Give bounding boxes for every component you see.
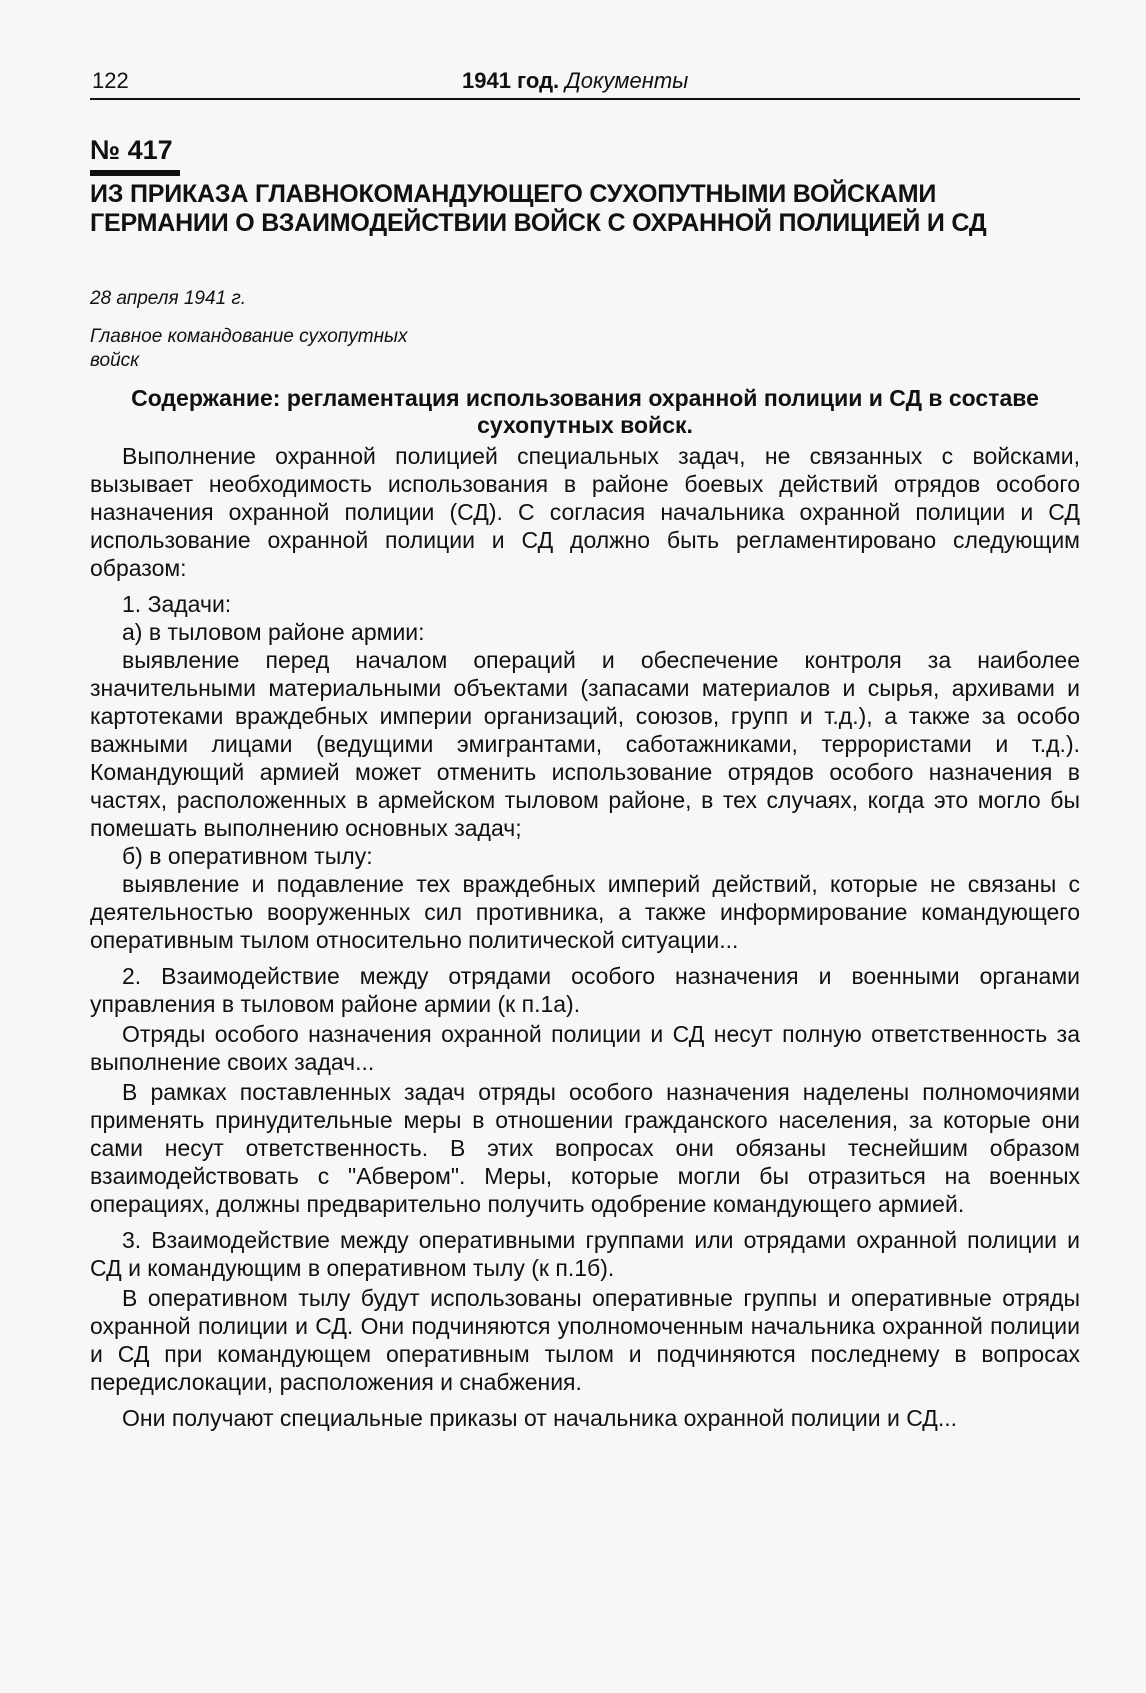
document-number: № 417 [90,135,173,165]
page-number: 122 [92,68,129,93]
paragraph-section-2-heading: 2. Взаимодействие между отрядами особого назначения и военными органами управления в тыловом районе армии (к п.1а). [90,963,1080,1017]
document-date: 28 апреля 1941 г. [90,288,247,309]
document-title: ИЗ ПРИКАЗА ГЛАВНОКОМАНДУЮЩЕГО СУХОПУТНЫМИ ВОЙСКАМИ ГЕРМАНИИ О ВЗАИМОДЕЙСТВИИ ВОЙСК С ОХРАННОЙ ПОЛИЦИЕЙ И СД [90,180,987,237]
paragraph-section-1a-text: выявление перед началом операций и обеспечение контроля за наиболее значительными материальными объектами (запасами материалов и сырья, архивами и картотеками враждебных империи организаций, союзов, групп и т.д.), а также за особо важными лицами (ведущими эмигрантами, саботажниками, террористами и т.д.). Командующий армией может отменить использование отрядов особого назначения в частях, расположенных в армейском тыловом районе, в тех случаях, когда это могло бы помешать выполнению основных задач; [90,647,1080,841]
running-head [90,66,1080,100]
running-title [462,68,688,94]
document-body [90,442,1080,1432]
paragraph-section-3-heading: 3. Взаимодействие между оперативными группами или отрядами охранной полиции и СД и командующим в оперативном тылу (к п.1б). [90,1227,1080,1281]
paragraph-section-2-text-1: Отряды особого назначения охранной полиции и СД несут полную ответственность за выполнение своих задач... [90,1021,1080,1075]
paragraph-section-3-text-1: В оперативном тылу будут использованы оперативные группы и оперативные отряды охранной полиции и СД. Они подчиняются уполномоченным начальника охранной полиции и СД при командующем оперативным тылом и подчиняются последнему в вопросах передислокации, расположения и снабжения. [90,1285,1080,1395]
paragraph-section-1-heading: 1. Задачи: [122,591,232,617]
paragraph-section-1b-text: выявление и подавление тех враждебных империй действий, которые не связаны с деятельностью вооруженных сил противника, а также информирование командующего оперативным тылом относительно политической ситуации... [90,871,1080,953]
running-title-italic: Документы [565,68,689,93]
running-title-main: 1941 год. [462,68,560,93]
paragraph-section-3-text-2: Они получают специальные приказы от начальника охранной полиции и СД... [122,1405,958,1431]
paragraph-intro: Выполнение охранной полицией специальных задач, не связанных с войсками, вызывает необходимость использования в районе боевых действий отрядов особого назначения охранной полиции (СД). С согласия начальника охранной полиции и СД использование охранной полиции и СД должно быть регламентировано следующим образом: [90,443,1080,581]
paragraph-section-1a-heading: а) в тыловом районе армии: [122,619,425,645]
document-summary: Содержание: регламентация использования охранной полиции и СД в составе сухопутных войск. [131,385,1039,438]
document-source: Главное командование сухопутных войск [90,326,408,371]
paragraph-section-1b-heading: б) в оперативном тылу: [122,843,373,869]
paragraph-section-2-text-2: В рамках поставленных задач отряды особого назначения наделены полномочиями применять принудительные меры в отношении гражданского населения, за которые они сами несут ответственность. В этих вопросах они обязаны теснейшим образом взаимодействовать с "Абвером". Меры, которые могли бы отразиться на военных операциях, должны предварительно получить одобрение командующего армией. [90,1079,1080,1217]
document-number-rule [90,170,180,176]
